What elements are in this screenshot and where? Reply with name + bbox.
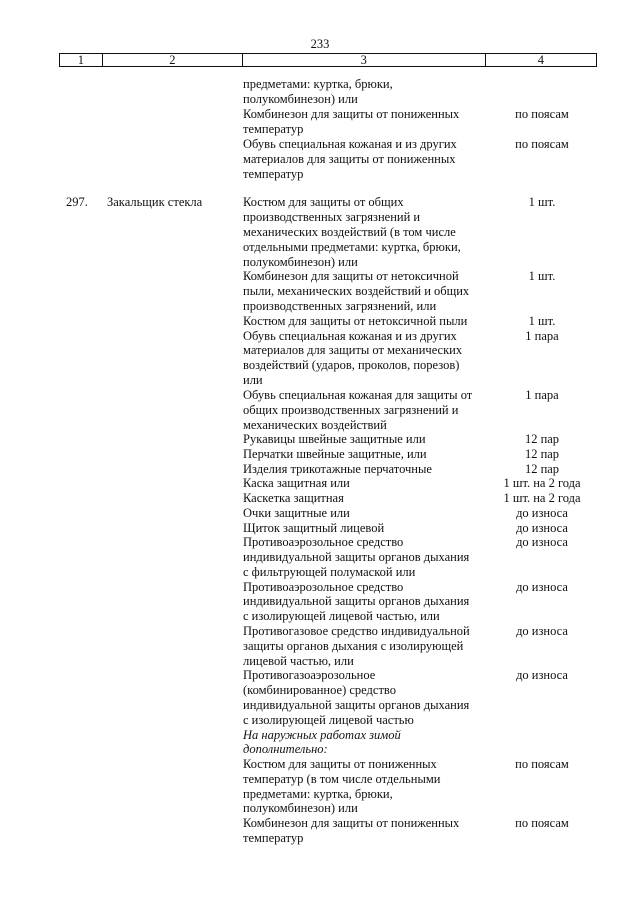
header-col-1: 1 [60, 54, 103, 66]
item-line: Костюм для защиты от пониженных [243, 757, 437, 771]
norm-value: 1 пара [525, 329, 559, 343]
item-line: Противогазовое средство индивидуальной [243, 624, 470, 638]
item-line: производственных загрязнений, или [243, 299, 437, 313]
header-col-4: 4 [537, 53, 544, 67]
norm-value: 12 пар [524, 432, 560, 446]
item-line: Рукавицы швейные защитные или [243, 432, 426, 446]
item-line: пыли, механических воздействий и общих [243, 284, 470, 298]
item-line: Противоаэрозольное средство [243, 580, 404, 594]
norm-value: до износа [516, 580, 568, 594]
entry-profession: Закальщик стекла [107, 195, 203, 209]
item-line: Комбинезон для защиты от нетоксичной [243, 269, 459, 283]
item-line: защиты органов дыхания с изолирующей [243, 639, 464, 653]
item-line: дополнительно: [243, 742, 328, 756]
entry-number: 297. [66, 195, 88, 209]
item-line: отдельными предметами: куртка, брюки, [243, 240, 461, 254]
norm-value: по поясам [515, 757, 569, 771]
norm-value: 1 шт. [528, 314, 556, 328]
item-line: полукомбинезон) или [243, 255, 358, 269]
norm-value: по поясам [515, 137, 569, 151]
item-line: с изолирующей лицевой частью [243, 713, 414, 727]
item-line: Очки защитные или [243, 506, 350, 520]
item-line: общих производственных загрязнений и [243, 403, 459, 417]
item-line: Комбинезон для защиты от пониженных [243, 816, 460, 830]
item-line: материалов для защиты от механических [243, 343, 463, 357]
item-line: температур [243, 831, 304, 845]
item-line: Щиток защитный лицевой [243, 521, 385, 535]
item-line: предметами: куртка, брюки, [243, 77, 393, 91]
item-line: температур [243, 167, 304, 181]
item-line: Обувь специальная кожаная и из других [243, 329, 457, 343]
norm-value: до износа [516, 521, 568, 535]
header-col-2: 2 [103, 54, 243, 66]
item-line: полукомбинезон) или [243, 92, 358, 106]
item-line: Каскетка защитная [243, 491, 344, 505]
item-line: с изолирующей лицевой частью, или [243, 609, 440, 623]
item-line: Костюм для защиты от нетоксичной пыли [243, 314, 468, 328]
norm-value: по поясам [515, 107, 569, 121]
item-line: воздействий (ударов, проколов, порезов) [243, 358, 460, 372]
norm-value: до износа [516, 668, 568, 682]
item-line: предметами: куртка, брюки, [243, 787, 393, 801]
item-line: температур (в том числе отдельными [243, 772, 441, 786]
item-line: механических воздействий [243, 418, 387, 432]
item-line: На наружных работах зимой [243, 728, 401, 742]
item-line: лицевой частью, или [243, 654, 354, 668]
item-line: индивидуальной защиты органов дыхания [243, 698, 470, 712]
norm-value: 1 шт. [528, 195, 556, 209]
item-line: материалов для защиты от пониженных [243, 152, 456, 166]
norm-value: по поясам [515, 816, 569, 830]
norm-value: 1 шт. на 2 года [503, 476, 581, 490]
item-line: с фильтрующей полумаской или [243, 565, 416, 579]
table-header-row [59, 53, 597, 67]
item-line: температур [243, 122, 304, 136]
item-line: Обувь специальная кожаная для защиты от [243, 388, 473, 402]
item-line: Каска защитная или [243, 476, 350, 490]
page-number: 233 [310, 37, 330, 51]
item-line: Костюм для защиты от общих [243, 195, 404, 209]
item-line: Перчатки швейные защитные, или [243, 447, 427, 461]
item-line: механических воздействий (в том числе [243, 225, 456, 239]
header-col-3: 3 [243, 54, 486, 66]
norm-value: 12 пар [524, 447, 560, 461]
norm-value: 1 пара [525, 388, 559, 402]
item-line: производственных загрязнений и [243, 210, 421, 224]
item-line: индивидуальной защиты органов дыхания [243, 550, 470, 564]
norm-value: до износа [516, 535, 568, 549]
norm-value: 12 пар [524, 462, 560, 476]
item-line: индивидуальной защиты органов дыхания [243, 594, 470, 608]
item-line: полукомбинезон) или [243, 801, 358, 815]
norm-value: до износа [516, 506, 568, 520]
item-line: Противоаэрозольное средство [243, 535, 404, 549]
item-line: (комбинированное) средство [243, 683, 396, 697]
item-line: Обувь специальная кожаная и из других [243, 137, 457, 151]
norm-value: 1 шт. на 2 года [503, 491, 581, 505]
item-line: Изделия трикотажные перчаточные [243, 462, 432, 476]
item-line: Противогазоаэрозольное [243, 668, 376, 682]
norm-value: до износа [516, 624, 568, 638]
item-line: Комбинезон для защиты от пониженных [243, 107, 460, 121]
norm-value: 1 шт. [528, 269, 556, 283]
item-line: или [243, 373, 263, 387]
